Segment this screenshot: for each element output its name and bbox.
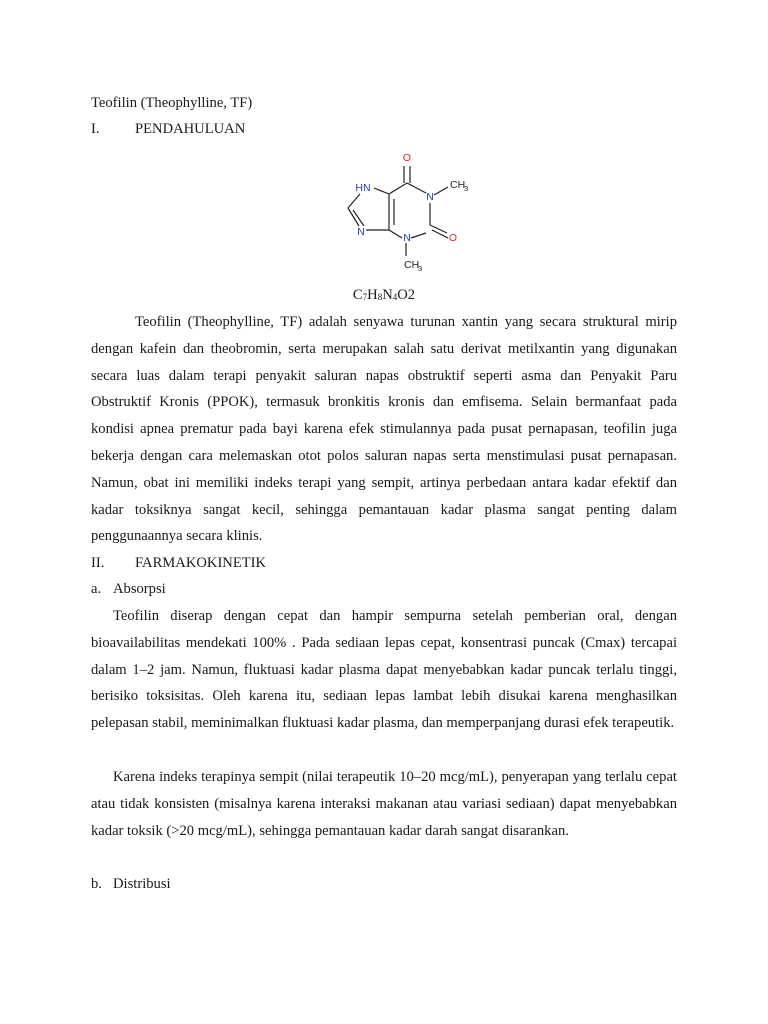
nitrogen-atom-3: N	[403, 232, 411, 244]
section-number: I.	[91, 121, 100, 137]
formula-hydrogen-count: 8	[377, 292, 383, 302]
subsection-heading-distribusi	[91, 874, 171, 894]
section-title: FARMAKOKINETIK	[135, 555, 267, 571]
formula-nitrogen: N	[382, 287, 393, 303]
methyl-subscript-bottom: 3	[418, 264, 423, 273]
nitrogen-atom-1: N	[426, 191, 434, 203]
theophylline-structure	[340, 145, 476, 275]
methyl-label-right: CH	[450, 179, 466, 191]
methyl-subscript-right: 3	[464, 184, 469, 193]
document-title: Teofilin (Theophylline, TF)	[91, 95, 253, 111]
subsection-heading-absorpsi	[91, 579, 166, 599]
section-heading-pendahuluan	[91, 119, 245, 139]
molecule-bonds	[348, 166, 448, 256]
subsection-title: Absorpsi	[113, 581, 166, 597]
methyl-label-bottom: CH	[404, 259, 420, 271]
formula-carbon: C	[352, 287, 363, 303]
oxygen-atom-right: O	[448, 232, 458, 244]
section-number: II.	[91, 555, 105, 571]
subsection-number: b.	[91, 876, 102, 892]
subsection-number: a.	[91, 581, 102, 597]
nh-atom: HN	[355, 182, 371, 194]
section-heading-farmakokinetik	[91, 553, 266, 573]
oxygen-atom-top: O	[402, 152, 412, 164]
absorpsi-paragraph-1: Teofilin diserap dengan cepat dan hampir sempurna setelah pemberian oral, dengan bioavailabilitas mendekati 100% . Pada sediaan lepas cepat, konsentrasi puncak (Cmax) tercapai dalam 1–2 jam. Namun, fluktuasi kadar plasma dapat menyebabkan kadar puncak terlalu tinggi, berisiko toksisitas. Oleh karena itu, sediaan lepas lambat lebih disukai karena menghasilkan pelepasan stabil, meminimalkan fluktuasi kadar plasma, dan memperpanjang durasi efek terapeutik.	[91, 608, 677, 732]
formula-hydrogen: H	[367, 287, 378, 303]
absorpsi-paragraph-2: Karena indeks terapinya sempit (nilai terapeutik 10–20 mcg/mL), penyerapan yang terlalu cepat atau tidak konsisten (misalnya karena interaksi makanan atau variasi sediaan) dapat menyebabkan kadar toksik (>20 mcg/mL), sehingga pemantauan kadar darah sangat disarankan.	[91, 769, 677, 839]
section-title: PENDAHULUAN	[135, 121, 246, 137]
formula-nitrogen-count: 4	[392, 292, 398, 302]
molecular-formula	[0, 285, 768, 307]
formula-oxygen: O2	[397, 287, 416, 303]
subsection-title: Distribusi	[113, 876, 171, 892]
intro-paragraph: Teofilin (Theophylline, TF) adalah senyawa turunan xantin yang secara struktural mirip dengan kafein dan theobromin, serta merupakan salah satu derivat metilxantin yang digunakan secara luas dalam terapi penyakit saluran napas obstruktif seperti asma dan Penyakit Paru Obstruktif Kronis (PPOK), termasuk bronkitis kronis dan emfisema. Selain bermanfaat pada kondisi apnea prematur pada bayi karena efek stimulannya pada pusat pernapasan, teofilin juga bekerja dengan cara melemaskan otot polos saluran napas serta menstimulasi pusat pernapasan. Namun, obat ini memiliki indeks terapi yang sempit, artinya perbedaan antara kadar efektif dan kadar toksiknya sangat kecil, sehingga pemantauan kadar plasma sangat penting dalam penggunaannya secara klinis.	[91, 314, 677, 545]
nitrogen-atom-left: N	[357, 226, 365, 238]
formula-carbon-count: 7	[362, 292, 368, 302]
